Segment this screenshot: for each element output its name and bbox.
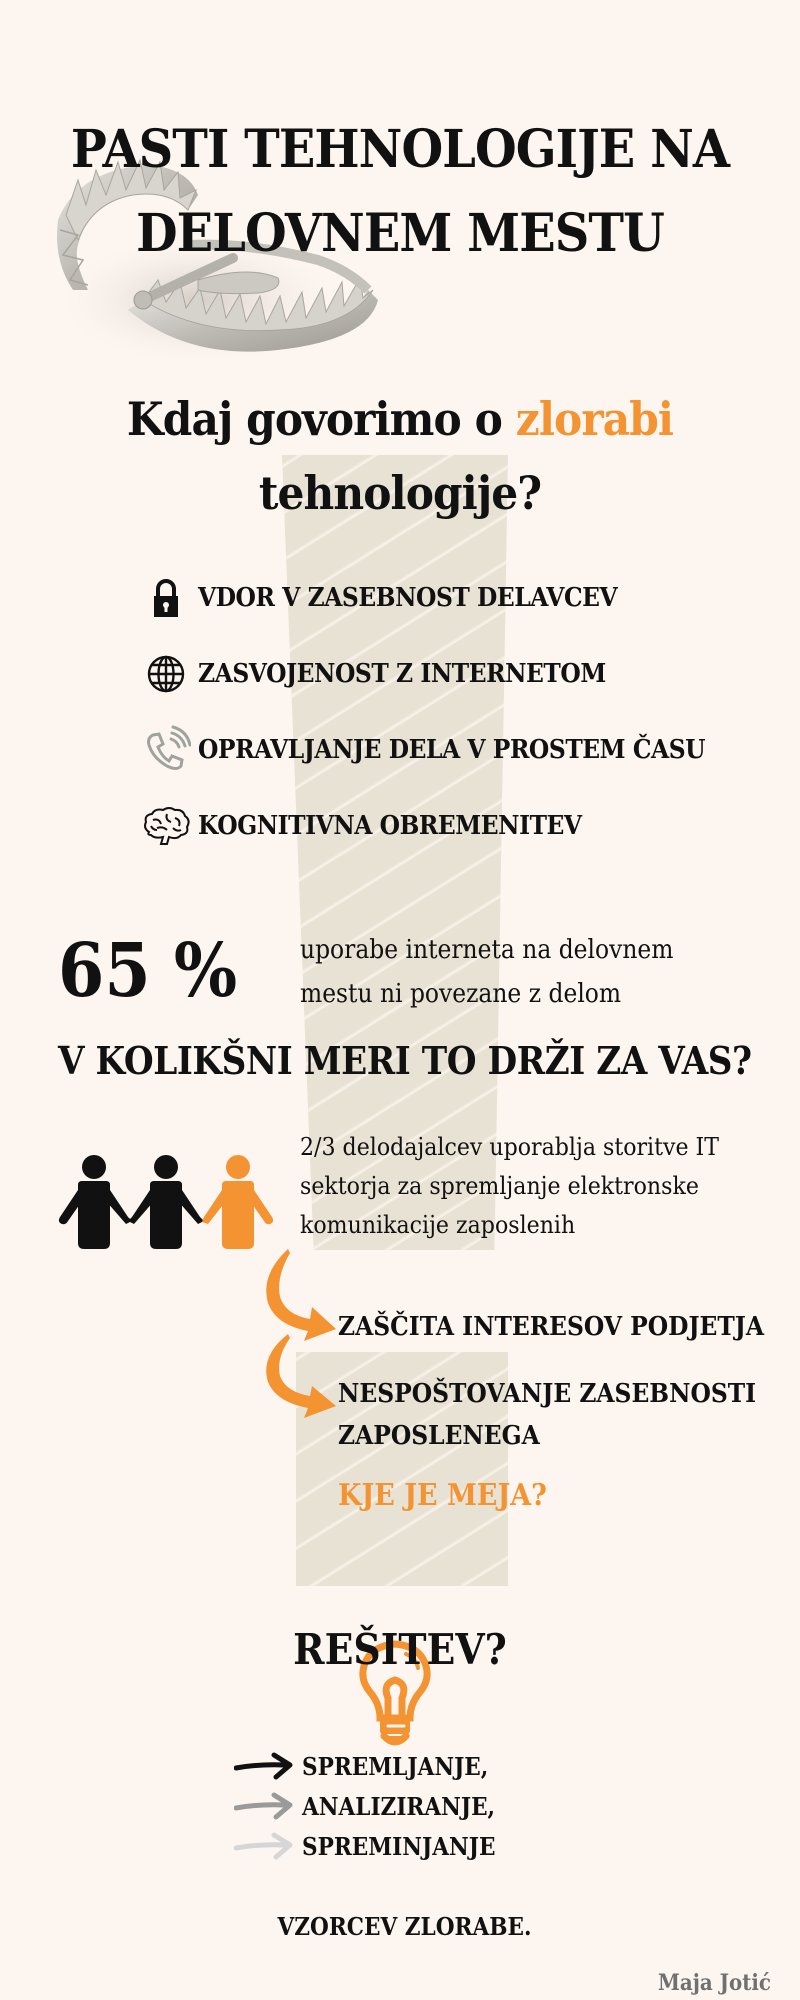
question-highlight: zlorabi (515, 392, 674, 446)
stat-value: 65 % (58, 928, 238, 1014)
lock-icon (140, 576, 192, 620)
solution-step-change (234, 1826, 517, 1866)
employers-line-2: sektorja za spremljanje elektronske (300, 1172, 699, 1200)
author-credit: Maja Jotić (658, 1970, 771, 1996)
arrow-right-icon (234, 1831, 294, 1861)
question-text: Kdaj govorimo o (126, 392, 516, 446)
list-item-cognitive-load (140, 804, 624, 848)
phone-icon (140, 728, 192, 772)
list-item-privacy (140, 576, 664, 620)
globe-icon (140, 652, 192, 696)
stat-description (300, 928, 673, 1016)
boundary-question: KJE JE MEJA? (338, 1478, 547, 1513)
list-item-label: VDOR V ZASEBNOST DELAVCEV (198, 583, 618, 613)
solution-step-monitoring (234, 1746, 509, 1786)
list-item-label: OPRAVLJANJE DELA V PROSTEM ČASU (198, 735, 706, 765)
consequence-privacy-disrespect (338, 1373, 756, 1457)
people-icon (56, 1155, 281, 1250)
section-heading: V KOLIKŠNI MERI TO DRŽI ZA VAS? (58, 1038, 752, 1083)
solution-title: REŠITEV? (293, 1625, 507, 1674)
solution-step-label: ANALIZIRANJE, (302, 1791, 496, 1821)
question-heading-line-2: tehnologije? (258, 466, 542, 520)
title-line-2: DELOVNEM MESTU (136, 203, 664, 264)
stat-line-2: mestu ni povezane z delom (300, 979, 622, 1009)
consequence-line-2: ZAPOSLENEGA (338, 1421, 540, 1451)
list-item-addiction (140, 652, 651, 696)
brain-icon (140, 804, 192, 848)
question-heading (32, 392, 768, 446)
solution-step-analysis (234, 1786, 517, 1826)
consequence-company-interest: ZAŠČITA INTERESOV PODJETJA (338, 1312, 765, 1342)
solution-step-label: SPREMLJANJE, (302, 1751, 489, 1781)
title-line-1: PASTI TEHNOLOGIJE NA (70, 119, 730, 180)
employers-line-1: 2/3 delodajalcev uporablja storitve IT (300, 1133, 720, 1161)
stat-line-1: uporabe interneta na delovnem (300, 935, 674, 965)
solution-final: VZORCEV ZLORABE. (277, 1912, 532, 1941)
solution-step-label: SPREMINJANJE (302, 1831, 496, 1861)
arrow-right-icon (234, 1791, 294, 1821)
list-item-label: KOGNITIVNA OBREMENITEV (198, 811, 582, 841)
employers-monitoring-text (300, 1128, 719, 1245)
arrow-right-icon (234, 1751, 294, 1781)
list-item-label: ZASVOJENOST Z INTERNETOM (198, 659, 606, 689)
curved-arrow-icon (258, 1330, 338, 1422)
consequence-line-1: NESPOŠTOVANJE ZASEBNOSTI (338, 1379, 757, 1409)
page-title (32, 108, 768, 276)
list-item-after-hours (140, 728, 761, 772)
employers-line-3: komunikacije zaposlenih (300, 1211, 576, 1239)
